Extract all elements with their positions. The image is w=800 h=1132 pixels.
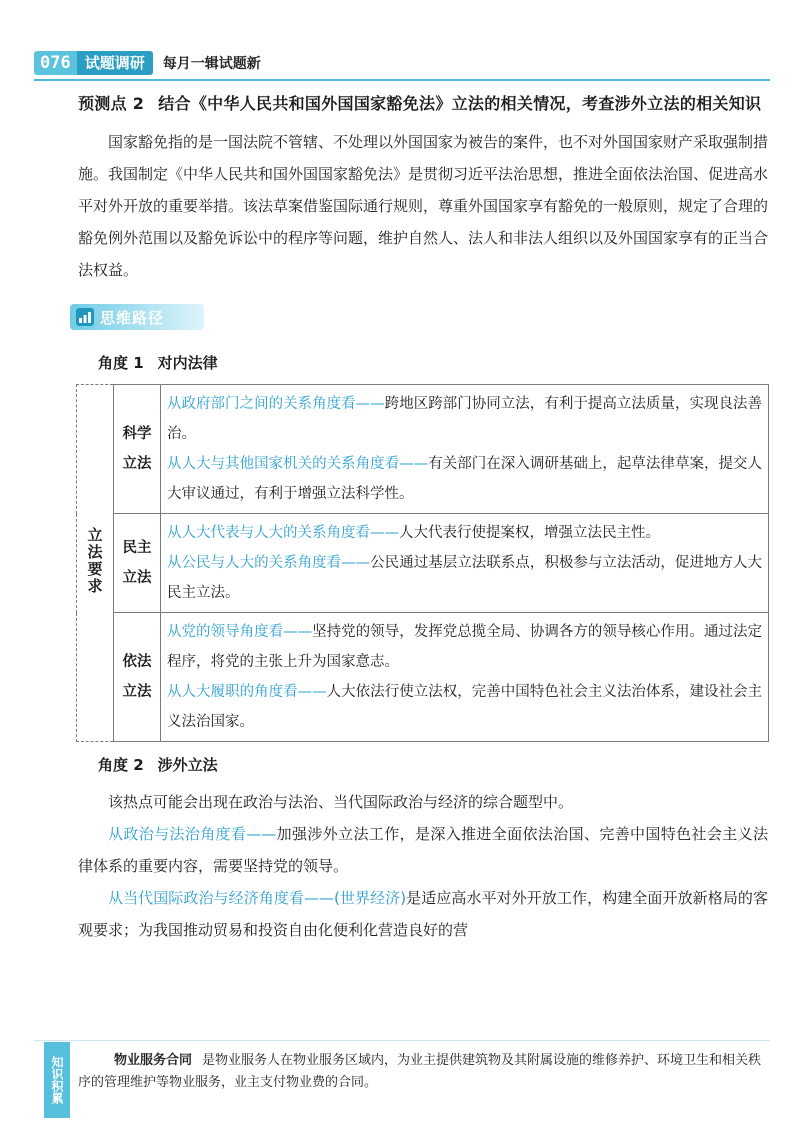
prediction-tag: 预测点 2 — [78, 94, 145, 113]
angle2-label: 角度 2 — [98, 756, 144, 774]
page-header — [34, 50, 261, 76]
chart-icon — [76, 308, 94, 326]
perspective-lead: 从当代国际政治与经济角度看——(世界经济) — [108, 889, 407, 907]
section-title — [78, 88, 768, 120]
row-label: 民主立法 — [122, 540, 152, 586]
row-body — [161, 385, 769, 514]
legislation-requirements-table — [76, 384, 769, 742]
angle1-label: 角度 1 — [98, 354, 144, 372]
footer-note — [78, 1050, 768, 1094]
perspective-text: 公民通过基层立法联系点，积极参与立法活动，促进地方人大民主立法。 — [167, 555, 762, 601]
outer-label-cell — [77, 385, 114, 742]
perspective-lead: 从公民与人大的关系角度看—— — [167, 555, 371, 571]
table-row — [77, 514, 769, 613]
perspective-lead: 从政治与法治角度看—— — [108, 825, 277, 843]
main-content — [78, 88, 768, 946]
perspective-text: 人大代表行使提案权，增强立法民主性。 — [399, 525, 660, 541]
perspective-lead: 从党的领导角度看—— — [167, 624, 313, 640]
footer-term: 物业服务合同 — [114, 1053, 193, 1068]
row-label: 科学立法 — [122, 426, 152, 472]
brand-label: 试题调研 — [77, 51, 153, 75]
slogan: 每月一辑试题新 — [162, 56, 261, 72]
row-label-cell — [114, 385, 161, 514]
table-row — [77, 385, 769, 514]
table-row — [77, 613, 769, 742]
perspective-text: 人大依法行使立法权，完善中国特色社会主义法治体系，建设社会主义法治国家。 — [167, 684, 763, 730]
row-body — [161, 514, 769, 613]
perspective-lead: 从政府部门之间的关系角度看—— — [167, 396, 385, 412]
angle2-title: 涉外立法 — [157, 756, 218, 774]
perspective-text: 有关部门在深入调研基础上，起草法律草案，提交人大审议通过，有利于增强立法科学性。 — [167, 456, 763, 502]
angle2-paragraph — [78, 882, 768, 946]
angle2-paragraph — [78, 818, 768, 882]
perspective-lead: 从人大履职的角度看—— — [167, 684, 327, 700]
perspective-text: 是适应高水平对外开放工作，构建全面开放新格局的客观要求；为我国推动贸易和投资自由化便利化营造良好的营 — [78, 889, 768, 939]
page-number: 076 — [34, 51, 77, 75]
badge-text: 思维路径 — [100, 308, 165, 327]
perspective-text: 跨地区跨部门协同立法，有利于提高立法质量，实现良法善治。 — [167, 396, 763, 442]
thinking-path-badge — [70, 304, 204, 330]
footer-divider — [34, 1040, 770, 1041]
perspective-lead: 从人大代表与人大的关系角度看—— — [167, 525, 399, 541]
angle1-title: 对内法律 — [157, 354, 218, 372]
perspective-text: 加强涉外立法工作，是深入推进全面依法治国、完善中国特色社会主义法律体系的重要内容，需要坚持党的领导。 — [78, 825, 768, 875]
row-label-cell — [114, 514, 161, 613]
knowledge-side-tab: 知识积累 — [44, 1042, 70, 1118]
angle2-intro: 该热点可能会出现在政治与法治、当代国际政治与经济的综合题型中。 — [108, 793, 574, 811]
row-label-cell — [114, 613, 161, 742]
angle2-heading — [98, 750, 768, 780]
outer-label: 立法要求 — [85, 527, 104, 595]
row-body — [161, 613, 769, 742]
row-label: 依法立法 — [122, 654, 152, 700]
angle1-heading — [98, 348, 768, 378]
perspective-lead: 从人大与其他国家机关的关系角度看—— — [167, 456, 429, 472]
footer-text: 是物业服务人在物业服务区域内，为业主提供建筑物及其附属设施的维修养护、环境卫生和相关秩序的管理维护等物业服务，业主支付物业费的合同。 — [78, 1053, 762, 1090]
intro-paragraph: 国家豁免指的是一国法院不管辖、不处理以外国国家为被告的案件，也不对外国国家财产采取强制措施。我国制定《中华人民共和国外国国家豁免法》是贯彻习近平法治思想，推进全面依法治国、促进高水平对外开放的重要举措。该法草案借鉴国际通行规则，尊重外国国家享有豁免的一般原则，规定了合理的豁免例外范围以及豁免诉讼中的程序等问题，维护自然人、法人和非法人组织以及外国国家享有的正当合法权益。 — [78, 133, 769, 279]
header-divider — [34, 79, 770, 81]
title-text: 结合《中华人民共和国外国国家豁免法》立法的相关情况，考查涉外立法的相关知识 — [158, 94, 762, 113]
perspective-text: 坚持党的领导，发挥党总揽全局、协调各方的领导核心作用。通过法定程序，将党的主张上升为国家意志。 — [167, 624, 763, 670]
